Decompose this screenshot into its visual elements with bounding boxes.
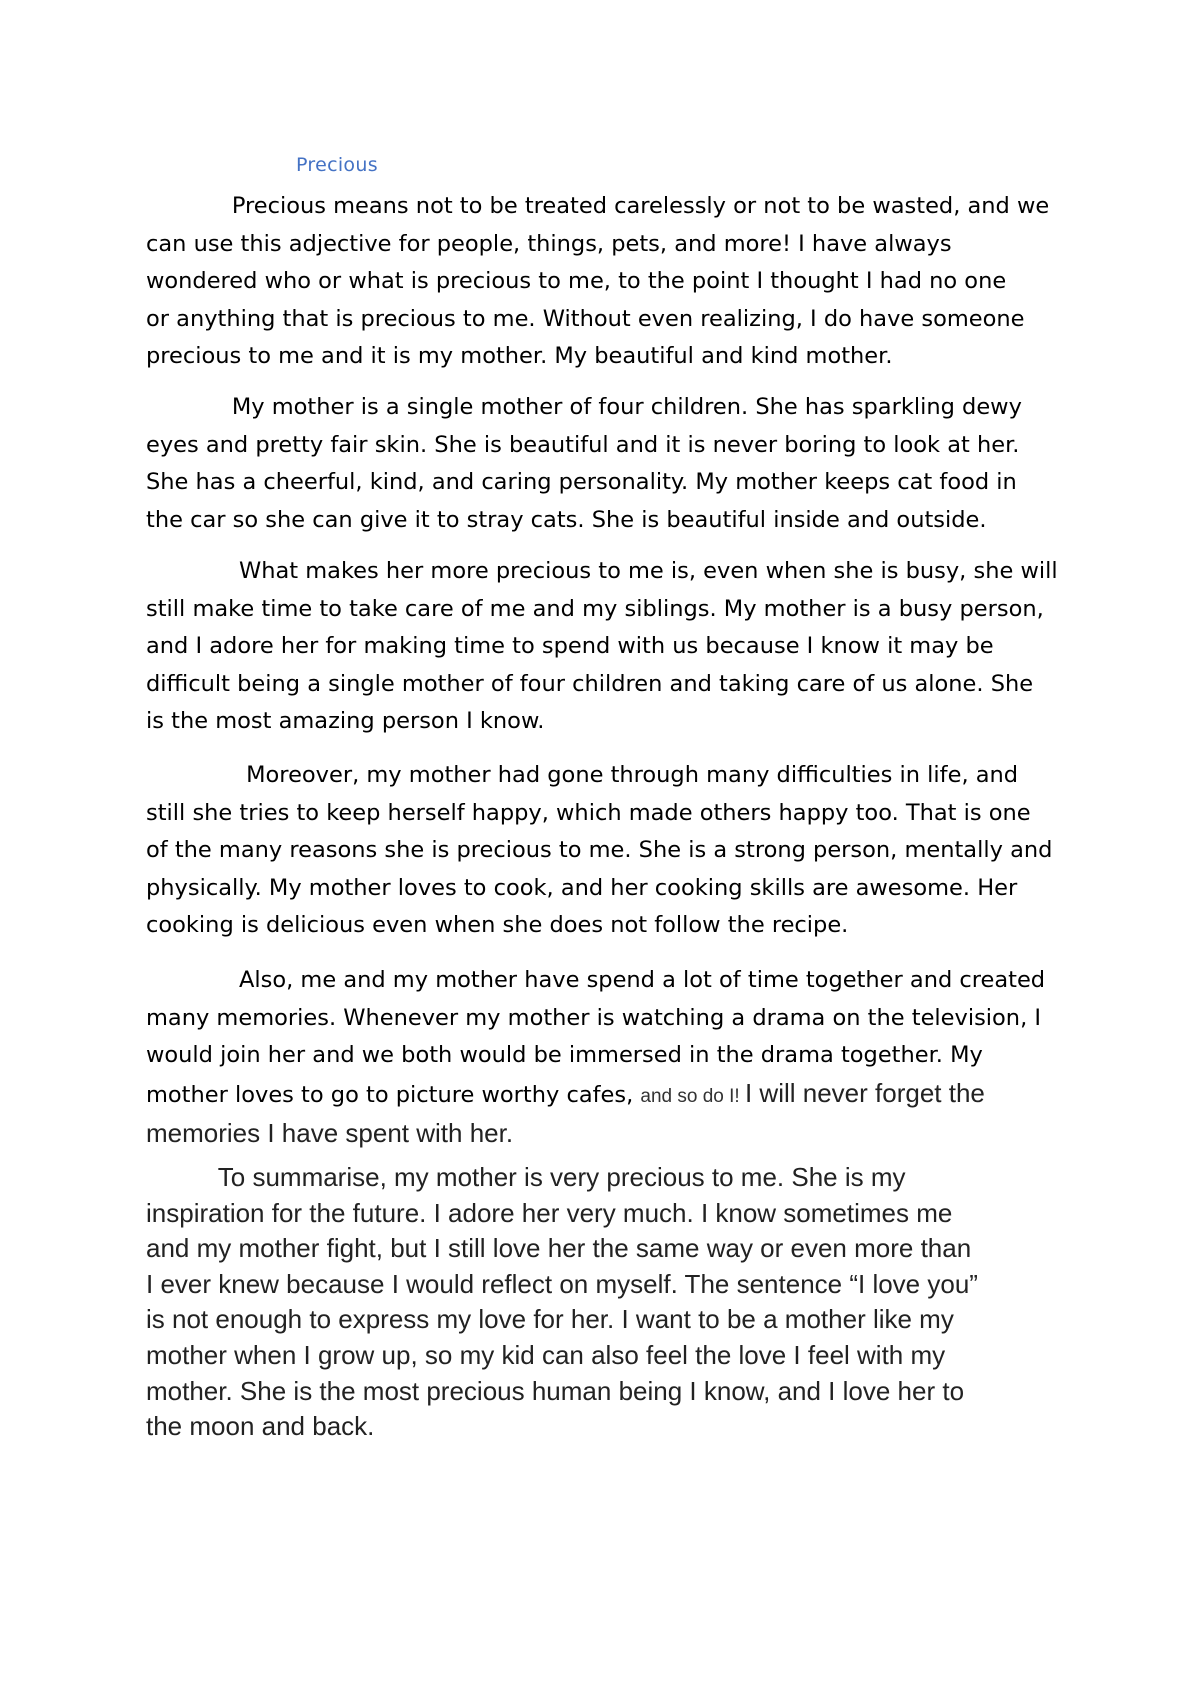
paragraph-line: physically. My mother loves to cook, and her cooking skills are awesome. Her	[146, 874, 1018, 901]
paragraph-line: difficult being a single mother of four children and taking care of us alone. She	[146, 670, 1034, 697]
paragraph-line: Moreover, my mother had gone through many difficulties in life, and	[146, 762, 1019, 788]
paragraph-1	[146, 188, 1076, 376]
paragraph-line: many memories. Whenever my mother is watching a drama on the television, I	[146, 1004, 1042, 1031]
paragraph-line: mother. She is the most precious human being I know, and I love her to	[146, 1375, 965, 1406]
paragraph-line: My mother is a single mother of four children. She has sparkling dewy	[146, 394, 1022, 420]
paragraph-line: still she tries to keep herself happy, which made others happy too. That is one	[146, 799, 1031, 826]
mixed-text-a: mother loves to go to picture worthy cafes,	[146, 1081, 641, 1108]
mixed-text-c: I will never forget the	[744, 1077, 985, 1108]
paragraph-line: inspiration for the future. I adore her very much. I know sometimes me	[146, 1197, 953, 1228]
paragraph-line: still make time to take care of me and my siblings. My mother is a busy person,	[146, 595, 1044, 622]
paragraph-line: the moon and back.	[146, 1411, 375, 1442]
paragraph-line: precious to me and it is my mother. My beautiful and kind mother.	[146, 343, 893, 369]
paragraph-line: I ever knew because I would reflect on myself. The sentence “I love you”	[146, 1268, 978, 1299]
paragraph-line: the car so she can give it to stray cats. She is beautiful inside and outside.	[146, 506, 987, 533]
paragraph-2	[146, 389, 1076, 539]
paragraph-line: What makes her more precious to me is, even when she is busy, she will	[146, 558, 1058, 584]
paragraph-line: Precious means not to be treated carelessly or not to be wasted, and we	[146, 193, 1050, 219]
mixed-text-b: and so do I!	[640, 1085, 745, 1107]
paragraph-4	[146, 757, 1076, 945]
document-title: Precious	[296, 154, 378, 176]
paragraph-line: wondered who or what is precious to me, to the point I thought I had no one	[146, 268, 1007, 294]
paragraph-line: would join her and we both would be immersed in the drama together. My	[146, 1042, 983, 1068]
paragraph-5	[146, 962, 1076, 1153]
paragraph-line-mixed	[146, 1075, 1076, 1116]
paragraph-line: eyes and pretty fair skin. She is beautiful and it is never boring to look at her.	[146, 431, 1020, 458]
paragraph-line: mother when I grow up, so my kid can also feel the love I feel with my	[146, 1339, 946, 1370]
paragraph-line: of the many reasons she is precious to me. She is a strong person, mentally and	[146, 837, 1053, 863]
paragraph-line: or anything that is precious to me. Without even realizing, I do have someone	[146, 305, 1025, 332]
paragraph-line: is the most amazing person I know.	[146, 708, 545, 734]
paragraph-3	[146, 553, 1076, 741]
paragraph-line: and my mother fight, but I still love her the same way or even more than	[146, 1233, 972, 1264]
paragraph-line: and I adore her for making time to spend with us because I know it may be	[146, 633, 994, 659]
paragraph-line: cooking is delicious even when she does not follow the recipe.	[146, 912, 849, 938]
paragraph-line: is not enough to express my love for her. I want to be a mother like my	[146, 1304, 954, 1335]
paragraph-line: She has a cheerful, kind, and caring personality. My mother keeps cat food in	[146, 469, 1017, 495]
paragraph-line: can use this adjective for people, things, pets, and more! I have always	[146, 230, 952, 257]
paragraph-line: memories I have spent with her.	[146, 1118, 514, 1148]
paragraph-line: Also, me and my mother have spend a lot of time together and created	[146, 967, 1046, 993]
paragraph-line: To summarise, my mother is very precious to me. She is my	[146, 1162, 906, 1192]
paragraph-6	[146, 1160, 1076, 1445]
